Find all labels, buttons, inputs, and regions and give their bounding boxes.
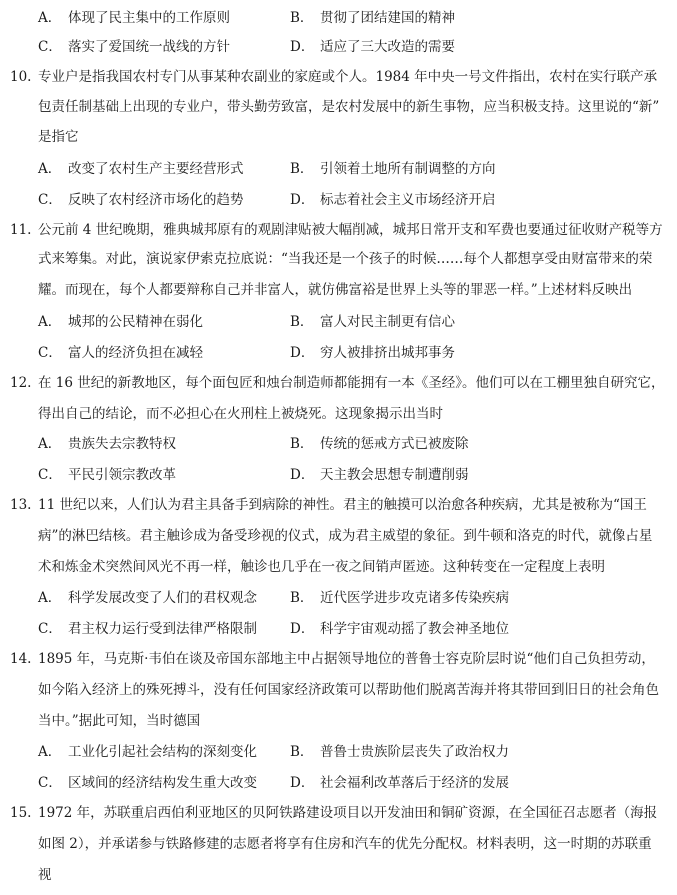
option-text: 引领着土地所有制调整的方向	[320, 161, 496, 177]
option-letter: D．	[290, 775, 315, 791]
option-d	[290, 463, 469, 487]
option-letter: C．	[38, 775, 62, 791]
option-letter: B．	[290, 436, 314, 452]
option-letter: C．	[38, 621, 62, 637]
option-letter: C．	[38, 345, 62, 361]
question-line: 11 世纪以来，人们认为君主具备手到病除的神性。君主的触摸可以治愈各种疾病，尤其是被称为“国王	[38, 497, 647, 513]
option-text: 天主教会思想专制遭削弱	[320, 467, 469, 483]
option-a	[38, 6, 230, 30]
question-line: 视	[38, 867, 52, 883]
question-line: 专业户是指我国农村专门从事某种农副业的家庭或个人。1984 年中央一号文件指出，农村在实行联产承	[38, 69, 658, 85]
question-number: 13.	[10, 497, 32, 513]
option-text: 富人的经济负担在减轻	[68, 345, 203, 361]
option-letter: C．	[38, 39, 62, 55]
option-letter: B．	[290, 10, 314, 26]
option-letter: D．	[290, 39, 315, 55]
option-letter: A．	[38, 590, 62, 606]
option-text: 社会福利改革落后于经济的发展	[320, 775, 509, 791]
option-text: 穷人被排挤出城邦事务	[320, 345, 455, 361]
option-text: 区域间的经济结构发生重大改变	[68, 775, 257, 791]
option-a	[38, 310, 203, 334]
question-number: 10.	[10, 69, 32, 85]
option-letter: C．	[38, 192, 62, 208]
question-line: 1972 年，苏联重启西伯利亚地区的贝阿铁路建设项目以开发油田和铜矿资源，在全国征召志愿者（海报	[38, 805, 658, 821]
question-line: 得出自己的结论，而不必担心在火刑柱上被烧死。这现象揭示出当时	[38, 406, 443, 422]
question-line: 公元前 4 世纪晚期，雅典城邦原有的观剧津贴被大幅削减，城邦日常开支和军费也要通过征收财产税等方	[38, 222, 663, 238]
option-c	[38, 771, 257, 795]
option-c	[38, 463, 176, 487]
option-d	[290, 341, 455, 365]
option-letter: D．	[290, 345, 315, 361]
option-text: 城邦的公民精神在弱化	[68, 314, 203, 330]
option-text: 适应了三大改造的需要	[320, 39, 455, 55]
option-text: 普鲁士贵族阶层丧失了政治权力	[320, 744, 509, 760]
option-text: 近代医学进步攻克诸多传染疾病	[320, 590, 509, 606]
option-d	[290, 617, 509, 641]
option-text: 富人对民主制更有信心	[320, 314, 455, 330]
option-text: 科学发展改变了人们的君权观念	[68, 590, 257, 606]
option-b	[290, 586, 509, 610]
option-b	[290, 157, 496, 181]
option-text: 君主权力运行受到法律严格限制	[68, 621, 257, 637]
option-c	[38, 188, 244, 212]
option-text: 贯彻了团结建国的精神	[320, 10, 455, 26]
option-b	[290, 6, 455, 30]
option-text: 平民引领宗教改革	[68, 467, 176, 483]
question-line: 如今陷入经济上的殊死搏斗，没有任何国家经济政策可以帮助他们脱离苦海并将其带回到旧日的社会角色	[38, 682, 659, 698]
option-letter: B．	[290, 744, 314, 760]
option-letter: B．	[290, 314, 314, 330]
question-line: 式来筹集。对此，演说家伊索克拉底说：“当我还是一个孩子的时候……每个人都想享受由财富带来的荣	[38, 251, 653, 267]
option-text: 工业化引起社会结构的深刻变化	[68, 744, 257, 760]
question-line: 耀。而现在，每个人都要辩称自己并非富人，就仿佛富裕是世界上头等的罪恶一样。”上述材料反映出	[38, 282, 633, 298]
option-d	[290, 188, 496, 212]
question-line: 在 16 世纪的新教地区，每个面包匠和烛台制造师都能拥有一本《圣经》。他们可以在工棚里独自研究它，	[38, 375, 665, 391]
question-number: 15.	[10, 805, 32, 821]
option-text: 体现了民主集中的工作原则	[68, 10, 230, 26]
option-b	[290, 432, 469, 456]
option-a	[38, 432, 176, 456]
option-text: 科学宇宙观动摇了教会神圣地位	[320, 621, 509, 637]
option-letter: D．	[290, 621, 315, 637]
question-line: 包责任制基础上出现的专业户，带头勤劳致富，是农村发展中的新生事物，应当积极支持。这里说的“新”	[38, 99, 660, 115]
question-line: 术和炼金术突然间风光不再一样，触诊也几乎在一夜之间销声匿迹。这种转变在一定程度上表明	[38, 559, 605, 575]
option-letter: A．	[38, 161, 62, 177]
option-text: 落实了爱国统一战线的方针	[68, 39, 230, 55]
option-text: 标志着社会主义市场经济开启	[320, 192, 496, 208]
question-line: 如图 2），并承诺参与铁路修建的志愿者将享有住房和汽车的优先分配权。材料表明，这一时期的苏联重	[38, 836, 652, 852]
option-c	[38, 341, 203, 365]
option-letter: A．	[38, 314, 62, 330]
option-letter: D．	[290, 467, 315, 483]
option-text: 反映了农村经济市场化的趋势	[68, 192, 244, 208]
option-text: 贵族失去宗教特权	[68, 436, 176, 452]
question-number: 12.	[10, 375, 32, 391]
option-b	[290, 310, 455, 334]
option-text: 改变了农村生产主要经营形式	[68, 161, 244, 177]
option-c	[38, 617, 257, 641]
option-b	[290, 740, 509, 764]
option-letter: D．	[290, 192, 315, 208]
option-letter: A．	[38, 10, 62, 26]
question-line: 病”的淋巴结核。君主触诊成为备受珍视的仪式，成为君主威望的象征。到牛顿和洛克的时代，就像占星	[38, 528, 653, 544]
option-d	[290, 771, 509, 795]
question-line: 当中。”据此可知，当时德国	[38, 713, 201, 729]
option-letter: C．	[38, 467, 62, 483]
option-a	[38, 157, 244, 181]
option-a	[38, 740, 257, 764]
option-letter: A．	[38, 744, 62, 760]
option-text: 传统的惩戒方式已被废除	[320, 436, 469, 452]
option-a	[38, 586, 257, 610]
option-letter: B．	[290, 590, 314, 606]
question-line: 是指它	[38, 129, 79, 145]
question-number: 14.	[10, 651, 32, 667]
question-number: 11.	[10, 222, 32, 238]
option-letter: A．	[38, 436, 62, 452]
option-d	[290, 35, 455, 59]
question-line: 1895 年，马克斯·韦伯在谈及帝国东部地主中占据领导地位的普鲁士容克阶层时说“他们自己负担劳动，	[38, 651, 655, 667]
option-c	[38, 35, 230, 59]
option-letter: B．	[290, 161, 314, 177]
